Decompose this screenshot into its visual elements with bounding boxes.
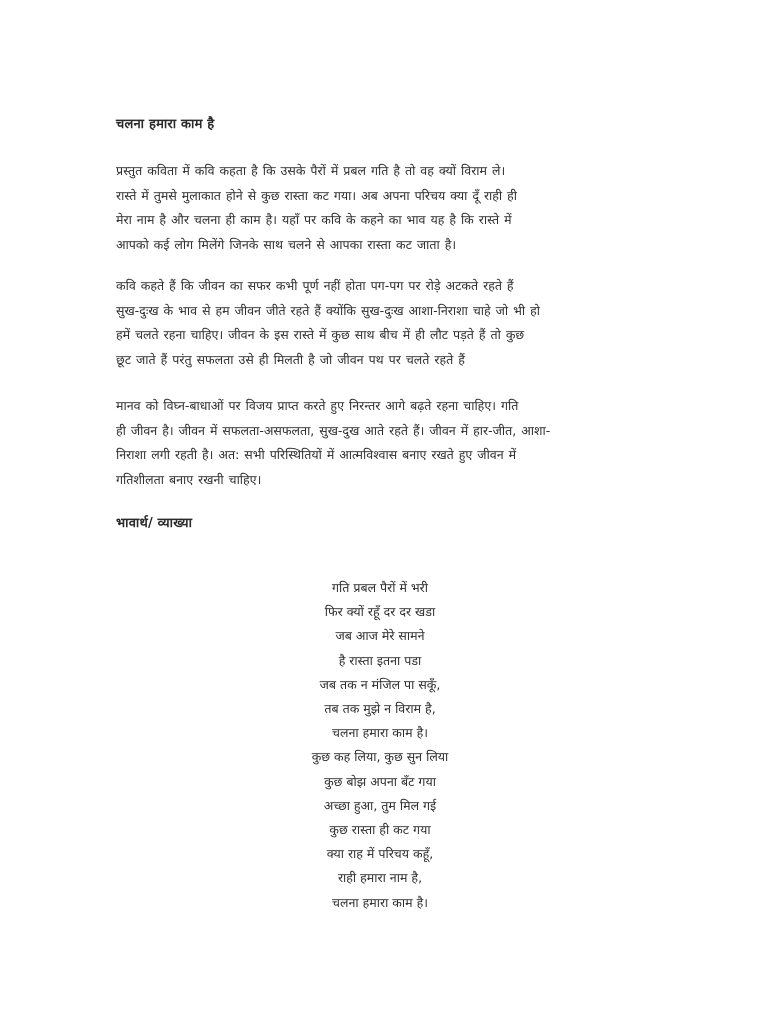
poem-line: कुछ कह लिया, कुछ सुन लिया — [311, 749, 449, 765]
paragraph-line: आपको कई लोग मिलेंगे जिनके साथ चलने से आपका रास्ता कट जाता है। — [116, 236, 457, 252]
poem-line: कुछ रास्ता ही कट गया — [329, 822, 431, 838]
poem-line: जब तक न मंजिल पा सकूँ, — [319, 676, 441, 692]
paragraph-line: रास्ते में तुमसे मुलाकात होने से कुछ रास्ता कट गया। अब अपना परिचय क्या दूँ राही ही — [116, 187, 518, 203]
paragraph-line: मेरा नाम है और चलना ही काम है। यहाँ पर कवि के कहने का भाव यह है कि रास्ते में — [116, 212, 512, 227]
paragraph-line: निराशा लगी रहती है। अत: सभी परिस्थितियों में आत्मविश्वास बनाए रखते हुए जीवन में — [116, 447, 517, 462]
paragraph-line: सुख-दुःख के भाव से हम जीवन जीते रहते हैं क्योंकि सुख-दुःख आशा-निराशा चाहे जो भी हो — [116, 302, 540, 318]
poem-line: फिर क्यों रहूँ दर दर खडा — [324, 604, 436, 620]
poem-stanza — [220, 576, 540, 915]
poem-line: तब तक मुझे न विराम है, — [324, 701, 436, 717]
paragraph-line: मानव को विघ्न-बाधाओं पर विजय प्राप्त करते हुए निरन्तर आगे बढ़ते रहना चाहिए। गति — [116, 398, 519, 413]
poem-line: राही हमारा नाम है, — [337, 870, 423, 886]
poem-line: क्या राह में परिचय कहूँ, — [326, 846, 434, 862]
paragraph-line: प्रस्तुत कविता में कवि कहता है कि उसके पैरों में प्रबल गति है तो वह क्यों विराम ले। — [116, 163, 506, 178]
poem-line: जब आज मेरे सामने — [335, 628, 425, 644]
paragraph-line: कवि कहते हैं कि जीवन का सफर कभी पूर्ण नहीं होता पग-पग पर रोड़े अटकते रहते हैं — [116, 278, 514, 293]
paragraph-line: छूट जाते हैं परंतु सफलता उसे ही मिलती है जो जीवन पथ पर चलते रहते हैं — [116, 351, 465, 367]
poem-line: अच्छा हुआ, तुम मिल गई — [323, 797, 437, 813]
paragraph-line: ही जीवन है। जीवन में सफलता-असफलता, सुख-दुख आते रहते हैं। जीवन में हार-जीत, आशा- — [116, 422, 551, 438]
poem-line: चलना हमारा काम है। — [332, 894, 428, 910]
paragraph-line: गतिशीलता बनाए रखनी चाहिए। — [116, 471, 262, 487]
paragraph-line: हमें चलते रहना चाहिए। जीवन के इस रास्ते में कुछ साथ बीच में ही लौट पड़ते हैं तो कुछ — [116, 327, 525, 342]
document-title: चलना हमारा काम है — [116, 117, 215, 132]
paragraph-life-journey — [116, 274, 648, 372]
poem-line: चलना हमारा काम है। — [332, 725, 428, 741]
section-subheading: भावार्थ/ व्याख्या — [116, 516, 193, 531]
poem-line: कुछ बोझ अपना बँट गया — [324, 773, 436, 789]
poem-line: गति प्रबल पैरों में भरी — [331, 580, 429, 595]
poem-line: है रास्ता इतना पडा — [338, 652, 422, 668]
paragraph-summary — [116, 159, 648, 257]
paragraph-message — [116, 394, 648, 492]
